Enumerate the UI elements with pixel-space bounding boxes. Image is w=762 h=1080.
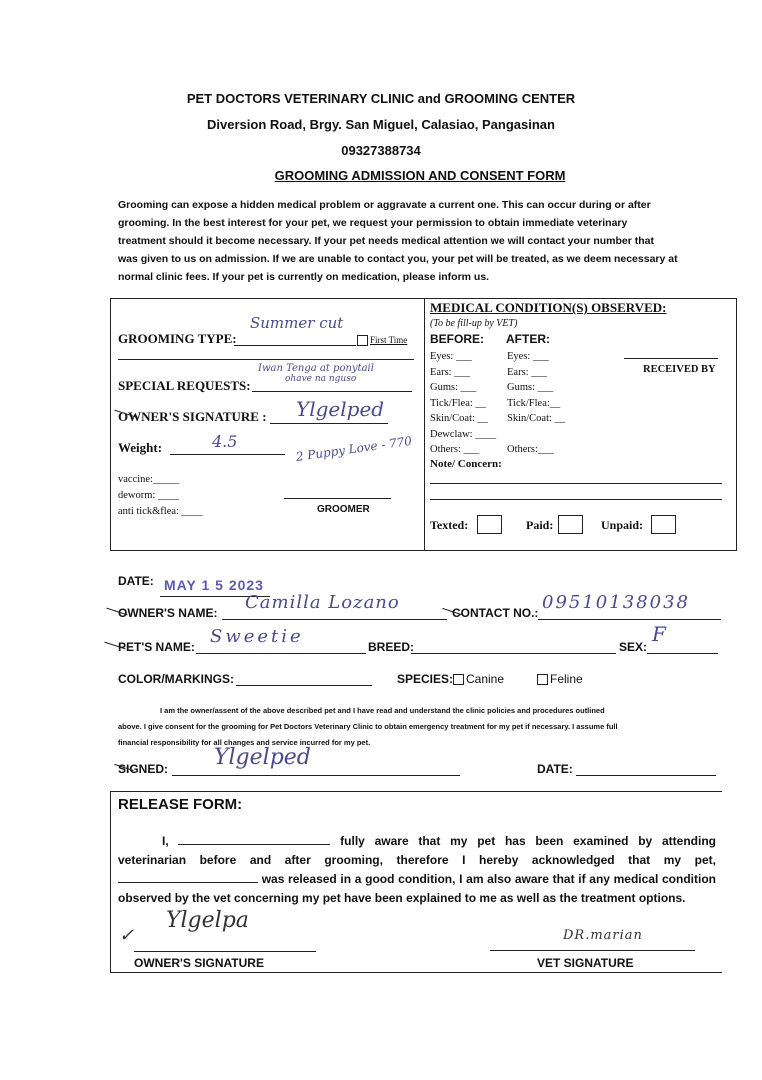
before-label: BEFORE: <box>430 332 484 346</box>
owner-name-label: OWNER'S NAME: <box>118 606 218 620</box>
consent-line: I am the owner/assent of the above described pet and I have read and understand the clinic policies and procedures outlined <box>160 706 605 715</box>
color-field[interactable] <box>236 685 372 686</box>
grooming-type-value: Summer cut <box>250 314 344 332</box>
consent-date-label: DATE: <box>537 762 573 776</box>
weight-note: 2 Puppy Love - 770 <box>295 433 413 464</box>
first-time-option[interactable] <box>357 335 407 346</box>
feline-checkbox[interactable] <box>537 674 548 685</box>
texted-label: Texted: <box>430 518 469 532</box>
release-line-3-text: was released in a good condition, I am also aware that if any medical condition <box>261 872 716 886</box>
after-label: AFTER: <box>506 332 550 346</box>
skin-before: Skin/Coat: __ <box>430 413 489 424</box>
received-by-label: RECEIVED BY <box>643 364 716 375</box>
consent-line: financial responsibility for all changes and service incurred for my pet. <box>118 738 371 747</box>
color-label: COLOR/MARKINGS: <box>118 672 234 686</box>
grooming-type-field[interactable] <box>234 345 356 346</box>
owner-signature-line[interactable] <box>134 951 316 952</box>
paid-label: Paid: <box>526 518 554 532</box>
release-pet-field[interactable] <box>118 871 258 883</box>
clinic-phone: 09327388734 <box>341 143 421 158</box>
owner-name-field[interactable] <box>222 619 447 620</box>
release-line-1-text: fully aware that my pet has been examined by attending <box>340 834 716 848</box>
skin-after: Skin/Coat: __ <box>507 413 566 424</box>
form-title: GROOMING ADMISSION AND CONSENT FORM <box>274 168 566 183</box>
contact-value: 09510138038 <box>542 592 690 613</box>
date-stamp: MAY 1 5 2023 <box>164 577 264 593</box>
vet-signature-line[interactable] <box>490 950 695 951</box>
owner-signature-field[interactable] <box>270 423 388 424</box>
ears-before: Ears: ___ <box>430 366 470 378</box>
grooming-type-extra-line <box>118 359 414 360</box>
box-divider <box>424 298 425 550</box>
intro-line: grooming. In the best interest for your pet, we request your permission to obtain immediate veterinary <box>118 217 628 229</box>
release-bottom-border <box>110 972 722 973</box>
sex-field[interactable] <box>647 653 718 654</box>
sex-value: F <box>652 622 666 646</box>
signed-field[interactable] <box>172 775 460 776</box>
special-requests-value-2: ohave na nguso <box>285 374 357 384</box>
canine-checkbox[interactable] <box>453 674 464 685</box>
groomer-label: GROOMER <box>317 504 370 515</box>
intro-line: Grooming can expose a hidden medical problem or aggravate a current one. This can occur during or after <box>118 199 651 211</box>
note-line-1[interactable] <box>430 483 722 484</box>
pet-name-value: Sweetie <box>210 626 304 647</box>
release-paragraph <box>118 832 716 908</box>
pet-name-label: PET'S NAME: <box>118 640 195 654</box>
medical-title: MEDICAL CONDITION(S) OBSERVED: <box>430 300 667 315</box>
dewclaw-field: Dewclaw: ____ <box>430 428 497 440</box>
grooming-type-label: GROOMING TYPE: <box>118 331 237 346</box>
consent-date-field[interactable] <box>576 775 716 776</box>
feline-option[interactable] <box>537 672 583 686</box>
spacer <box>507 427 565 443</box>
unpaid-label: Unpaid: <box>601 518 644 532</box>
check-mark-icon: ✓ <box>119 925 135 946</box>
breed-field[interactable] <box>411 653 616 654</box>
species-label: SPECIES: <box>397 672 454 686</box>
paid-checkbox[interactable] <box>558 515 583 534</box>
ears-after: Ears: ___ <box>507 366 547 378</box>
signed-label: SIGNED: <box>118 762 169 776</box>
note-label: Note/ Concern: <box>430 458 502 470</box>
vet-signature-caption: VET SIGNATURE <box>537 956 634 970</box>
vet-release-signature: DR.marian <box>563 928 643 943</box>
release-line-1 <box>118 832 716 851</box>
canine-option[interactable] <box>453 672 504 686</box>
medical-subtitle: (To be fill-up by VET) <box>430 318 518 329</box>
signed-value: Ylgelped <box>214 745 311 770</box>
canine-label: Canine <box>466 672 505 686</box>
owner-signature-label: OWNER'S SIGNATURE : <box>118 409 267 424</box>
feline-label: Feline <box>550 672 583 686</box>
tick-after: Tick/Flea:__ <box>507 397 561 409</box>
consent-line: above. I give consent for the grooming for Pet Doctors Veterinary Clinic to obtain emergency treatment for my pet if necessary. I assume full <box>118 722 618 731</box>
clinic-name: PET DOCTORS VETERINARY CLINIC and GROOMING CENTER <box>186 91 576 106</box>
intro-line: normal clinic fees. If your pet is currently on medication, please inform us. <box>118 271 490 283</box>
pet-name-field[interactable] <box>196 653 366 654</box>
deworm-field: deworm: ____ <box>118 490 179 501</box>
groomer-field[interactable] <box>284 498 391 499</box>
release-line-3 <box>118 870 716 889</box>
others-before: Others: ___ <box>430 444 480 455</box>
gums-before: Gums: ___ <box>430 382 477 393</box>
owner-signature-value: Ylgelped <box>296 397 385 421</box>
owner-signature-caption: OWNER'S SIGNATURE <box>134 956 264 970</box>
sex-label: SEX: <box>619 640 648 654</box>
eyes-after: Eyes: ___ <box>507 351 549 362</box>
eyes-before: Eyes: ___ <box>430 351 472 362</box>
special-requests-label: SPECIAL REQUESTS: <box>118 378 251 393</box>
unpaid-checkbox[interactable] <box>651 515 676 534</box>
received-by-field[interactable] <box>624 358 718 359</box>
release-name-field[interactable] <box>178 833 330 845</box>
contact-field[interactable] <box>538 619 721 620</box>
release-line-4: observed by the vet concerning my pet have been explained to me as well as the treatment options. <box>118 891 686 905</box>
weight-field[interactable] <box>170 454 285 455</box>
weight-label: Weight: <box>118 440 163 455</box>
gums-after: Gums: ___ <box>507 382 554 393</box>
antitick-field: anti tick&flea: ____ <box>118 506 203 517</box>
special-requests-value-1: Iwan Tenga at ponytail <box>258 363 374 374</box>
others-after: Others:___ <box>507 444 554 455</box>
vaccine-field: vaccine:_____ <box>118 474 180 485</box>
note-line-2[interactable] <box>430 499 722 500</box>
release-i: I, <box>162 834 169 848</box>
consent-paragraph <box>118 703 728 751</box>
owner-release-signature: Ylgelpa <box>166 908 249 933</box>
weight-value: 4.5 <box>212 432 238 451</box>
release-line-2: veterinarian before and after grooming, therefore I hereby acknowledged that my pet, <box>118 853 716 867</box>
intro-line: was given to us on admission. If we are unable to contact you, your pet will be treated, as we deem necessary at <box>118 253 678 265</box>
release-top-border <box>110 791 722 792</box>
first-time-label: First Time <box>370 335 408 345</box>
breed-label: BREED: <box>368 640 415 654</box>
intro-line: treatment should it become necessary. If your pet needs medical attention we will contact your number that <box>118 235 655 247</box>
intro-paragraph <box>118 196 728 286</box>
before-column <box>430 349 496 458</box>
release-title: RELEASE FORM: <box>118 796 243 813</box>
release-left-border <box>110 791 111 973</box>
first-time-checkbox[interactable] <box>357 335 368 346</box>
date-label: DATE: <box>118 574 154 588</box>
texted-checkbox[interactable] <box>477 515 502 534</box>
special-requests-field[interactable] <box>252 391 412 392</box>
contact-label: CONTACT NO.: <box>452 606 539 620</box>
clinic-address: Diversion Road, Brgy. San Miguel, Calasiao, Pangasinan <box>207 117 555 132</box>
after-column <box>507 349 565 458</box>
tick-before: Tick/Flea: __ <box>430 397 486 409</box>
owner-name-value: Camilla Lozano <box>245 592 400 613</box>
